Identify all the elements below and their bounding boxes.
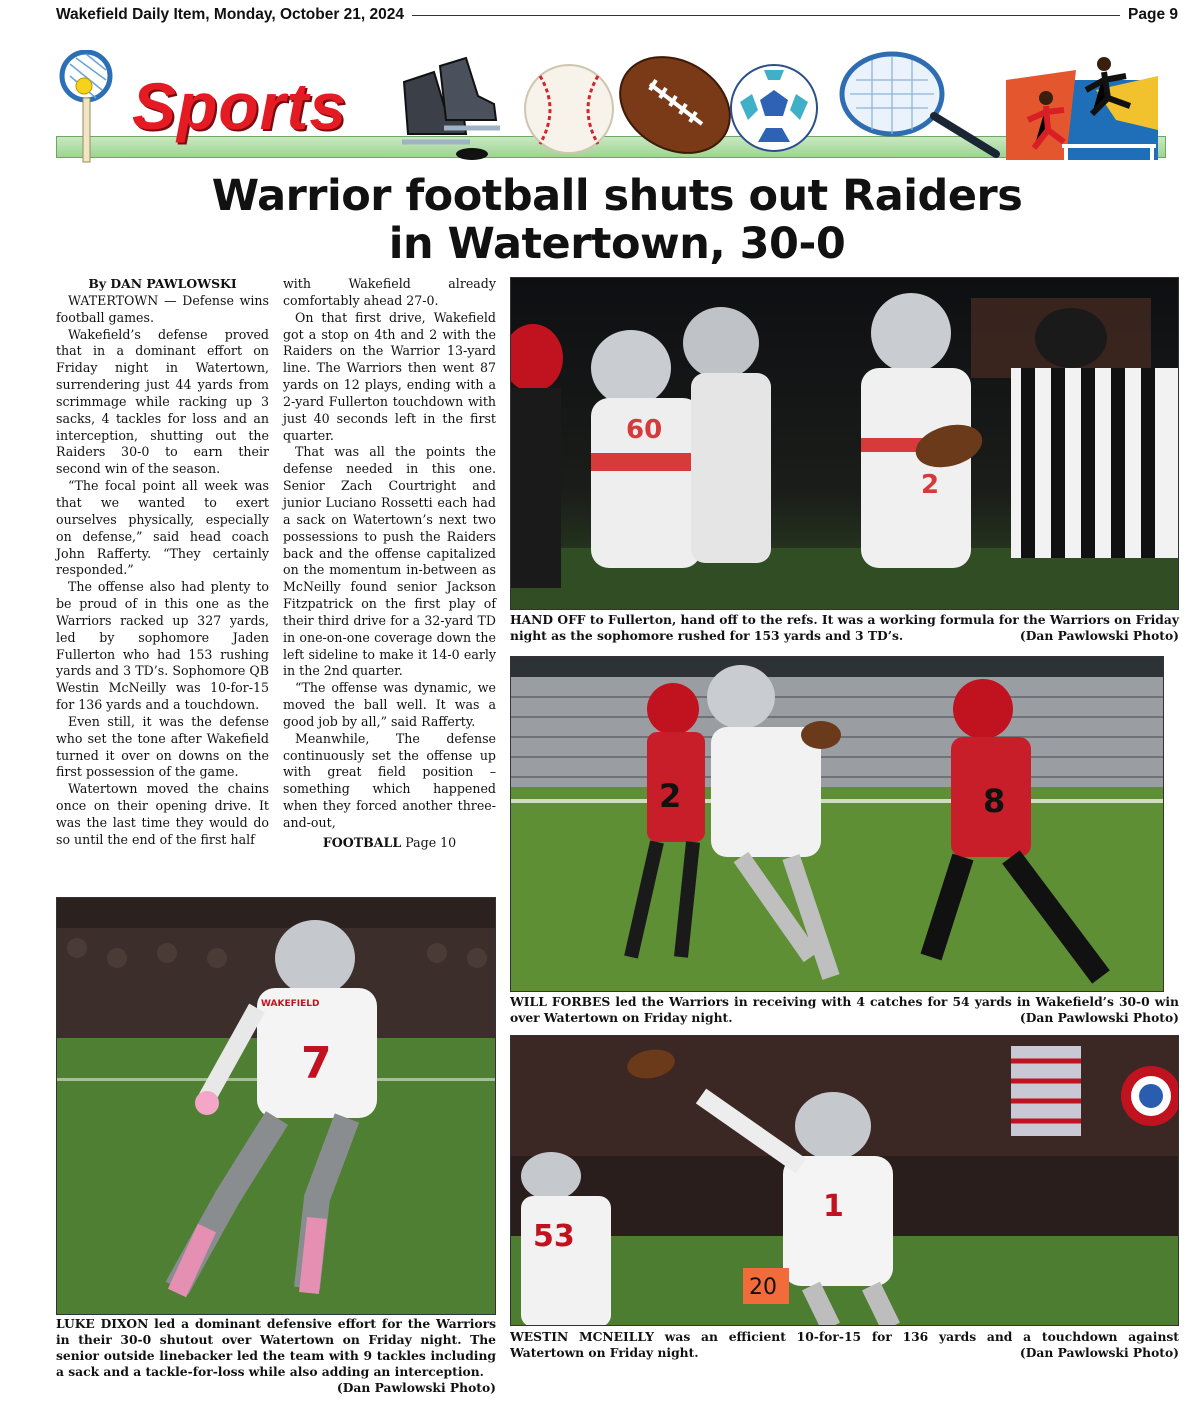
photo-caption [510, 994, 1179, 1026]
photo-credit: (Dan Pawlowski Photo) [1019, 628, 1179, 643]
jump-page: Page 10 [405, 834, 457, 850]
caption-text: WESTIN MCNEILLY was an efficient 10-for-15 for 136 yards and a touchdown against Watertown on Friday night. [510, 1329, 1179, 1360]
caption-text: WILL FORBES led the Warriors in receiving with 4 catches for 54 yards in Wakefield’s 30-0 win over Watertown on Friday night. [510, 994, 1179, 1025]
tennis-racket-icon [836, 50, 1006, 162]
hockey-skates-icon [394, 52, 504, 162]
jersey-number: 2 [659, 777, 682, 815]
photo-credit: (Dan Pawlowski Photo) [336, 1380, 496, 1395]
sports-banner [56, 46, 1166, 164]
football-icon [612, 46, 738, 164]
photo-credit: (Dan Pawlowski Photo) [1019, 1010, 1179, 1025]
paragraph: with Wakefield already comfortably ahead 27-0. [283, 276, 496, 308]
paragraph: The offense also had plenty to be proud of in this one as the Warriors racked up 327 yards, led by sophomore Jaden Fullerton who had 153 rushing yards and 3 TD’s. Sophomore QB Westin McNeilly was 10-for-15 for 136 yards and a touchdown. [56, 579, 269, 713]
article-column-1 [56, 276, 269, 849]
photo-credit: (Dan Pawlowski Photo) [1019, 1345, 1179, 1360]
paragraph: “The focal point all week was that we wanted to exert ourselves physically, especially on defense,” said head coach John Rafferty. “They certainly responded.” [56, 478, 269, 578]
jump-label: FOOTBALL [322, 834, 402, 850]
jersey-number: 2 [921, 470, 940, 500]
lacrosse-stick-icon [56, 50, 116, 166]
page-header [56, 6, 1178, 26]
photo-westin-mcneilly [510, 1035, 1179, 1326]
photo-luke-dixon [56, 897, 496, 1315]
paragraph: Even still, it was the defense who set the tone after Wakefield turned it over on downs on the first possession of the game. [56, 713, 269, 780]
paper-date: Wakefield Daily Item, Monday, October 21, 2024 [56, 6, 412, 24]
byline: By DAN PAWLOWSKI [88, 276, 237, 291]
jersey-number: 60 [626, 415, 663, 445]
soccer-ball-icon [728, 62, 820, 154]
jersey-number: 1 [823, 1189, 844, 1224]
baseball-icon [522, 62, 616, 156]
paragraph: On that first drive, Wakefield got a stop on 4th and 2 with the Raiders on the Warrior 13-yard line. The Warriors then went 87 yards on 12 plays, ending with a 2-yard Fullerton touchdown with just 40 seconds left in the first quarter. [283, 309, 496, 443]
caption-text: HAND OFF to Fullerton, hand off to the refs. It was a working formula for the Warriors on Friday night as the sophomore rushed for 153 yards and 3 TD’s. [510, 612, 1179, 643]
paragraph: Wakefield’s defense proved that in a dominant effort on Friday night in Watertown, surrendering just 44 yards from scrimmage while racking up 3 sacks, 4 tackles for loss and an interception, shutting out the Raiders 30-0 to earn their second win of the season. [56, 326, 269, 477]
photo-caption [510, 1329, 1179, 1361]
paragraph: That was all the points the defense needed in this one. Senior Zach Courtright and junior Luciano Rossetti each had a sack on Watertown’s next two possessions to push the Raiders back and the offense capitalized on the momentum in-between as McNeilly found senior Jackson Fitzpatrick on the first play of their third drive for a 32-yard TD in one-on-one coverage down the left sideline to make it 14-0 early in the 2nd quarter. [283, 444, 496, 679]
headline-line-2: in Watertown, 30-0 [388, 219, 846, 269]
section-title: Sports [132, 69, 348, 143]
paragraph: WATERTOWN — Defense wins football games. [56, 292, 269, 325]
photo-will-forbes [510, 656, 1164, 992]
jersey-number: 53 [533, 1219, 575, 1254]
track-hurdles-icon [1006, 50, 1166, 160]
jersey-number: 8 [983, 782, 1006, 820]
yard-marker: 20 [749, 1275, 777, 1300]
headline [56, 172, 1178, 268]
photo-hand-off [510, 277, 1179, 610]
paragraph: Meanwhile, The defense continuously set the offense up with great field position –something which happened when they forced another three-and-out, [283, 730, 496, 830]
caption-text: LUKE DIXON led a dominant defensive effort for the Warriors in their 30-0 shutout over Watertown on Friday night. The senior outside linebacker led the team with 9 tackles including a sack and a tackle-for-loss while also adding an interception. [56, 1316, 496, 1379]
paragraph: “The offense was dynamic, we moved the ball well. It was a good job by all,” said Rafferty. [283, 680, 496, 729]
photo-caption [56, 1316, 496, 1396]
jersey-number: 7 [301, 1038, 332, 1089]
article-column-2 [283, 276, 496, 852]
jersey-chest-text: WAKEFIELD [261, 999, 320, 1009]
photo-caption [510, 612, 1179, 644]
page-number: Page 9 [1120, 6, 1178, 24]
headline-line-1: Warrior football shuts out Raiders [211, 171, 1023, 221]
paragraph: Watertown moved the chains once on their opening drive. It was the last time they would do so until the end of the first half [56, 781, 269, 847]
jump-line[interactable] [283, 835, 496, 852]
